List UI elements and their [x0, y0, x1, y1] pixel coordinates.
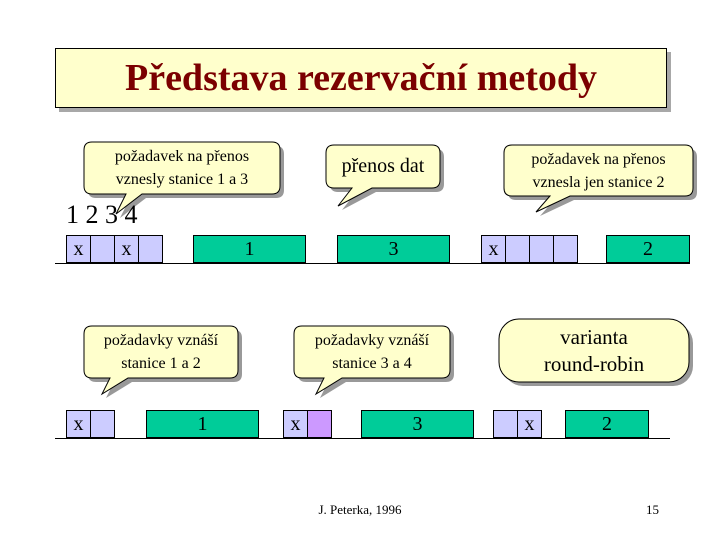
callout-line: round-robin: [543, 351, 645, 376]
data-frame-row2-station2: [565, 410, 649, 438]
reservation-slot-r2-4: [307, 410, 332, 438]
callout-data-transfer: [326, 145, 440, 188]
frame-label: 3: [412, 412, 423, 435]
callout-line: stanice 1 a 2: [121, 355, 201, 372]
data-frame-row1-station3: [337, 235, 450, 263]
reservation-slot-7: [529, 235, 554, 263]
data-frame-row2-station1: [146, 410, 259, 438]
timeline-axis-row2: [55, 438, 670, 439]
reservation-slot-r2-2: [90, 410, 115, 438]
callout-line: přenos dat: [341, 155, 425, 177]
callout-line: požadavek na přenos: [531, 150, 666, 168]
callout-line: požadavek na přenos: [114, 148, 250, 165]
slot-mark: x: [290, 412, 301, 435]
station-numbers: 1 2 3 4: [66, 200, 138, 229]
frame-label: 1: [244, 237, 255, 260]
reservation-slot-6: [505, 235, 530, 263]
frame-label: 2: [602, 412, 612, 435]
reservation-slot-r2-6: [517, 410, 542, 438]
frame-label: 3: [388, 237, 399, 260]
slot-mark: x: [73, 412, 84, 435]
reservation-slot-2: [90, 235, 115, 263]
page-number: 15: [646, 502, 659, 517]
slot-mark: x: [73, 237, 84, 260]
callout-line: požadavky vznáší: [103, 332, 219, 349]
data-frame-row1-station2: [606, 235, 690, 263]
reservation-slot-8: [553, 235, 578, 263]
reservation-slot-4: [138, 235, 163, 263]
callout-request-1-3: [84, 142, 280, 194]
callout-line: stanice 3 a 4: [332, 355, 412, 372]
slot-mark: x: [488, 237, 499, 260]
reservation-slot-1: [66, 235, 91, 263]
reservation-slot-3: [114, 235, 139, 263]
callout-line: varianta: [560, 324, 628, 349]
footer-author: J. Peterka, 1996: [318, 502, 402, 517]
timeline-axis-row1: [55, 263, 690, 264]
callout-round-robin: [499, 319, 689, 382]
callout-line: vznesly stanice 1 a 3: [115, 171, 249, 188]
data-frame-row2-station3: [361, 410, 474, 438]
data-frame-row1-station1: [193, 235, 306, 263]
callout-line: vznesla jen stanice 2: [532, 173, 665, 191]
reservation-slot-r2-3: [283, 410, 308, 438]
callout-requests-3-4: [294, 326, 450, 378]
callout-requests-1-2: [84, 326, 238, 378]
reservation-slot-5: [481, 235, 506, 263]
slot-mark: x: [524, 412, 535, 435]
frame-label: 1: [197, 412, 208, 435]
frame-label: 2: [643, 237, 653, 260]
reservation-slot-r2-5: [493, 410, 518, 438]
callout-line: požadavky vznáší: [314, 332, 430, 349]
reservation-slot-r2-1: [66, 410, 91, 438]
slide-title: Představa rezervační metody: [55, 48, 667, 108]
slot-mark: x: [121, 237, 132, 260]
callout-request-2: [504, 145, 693, 196]
